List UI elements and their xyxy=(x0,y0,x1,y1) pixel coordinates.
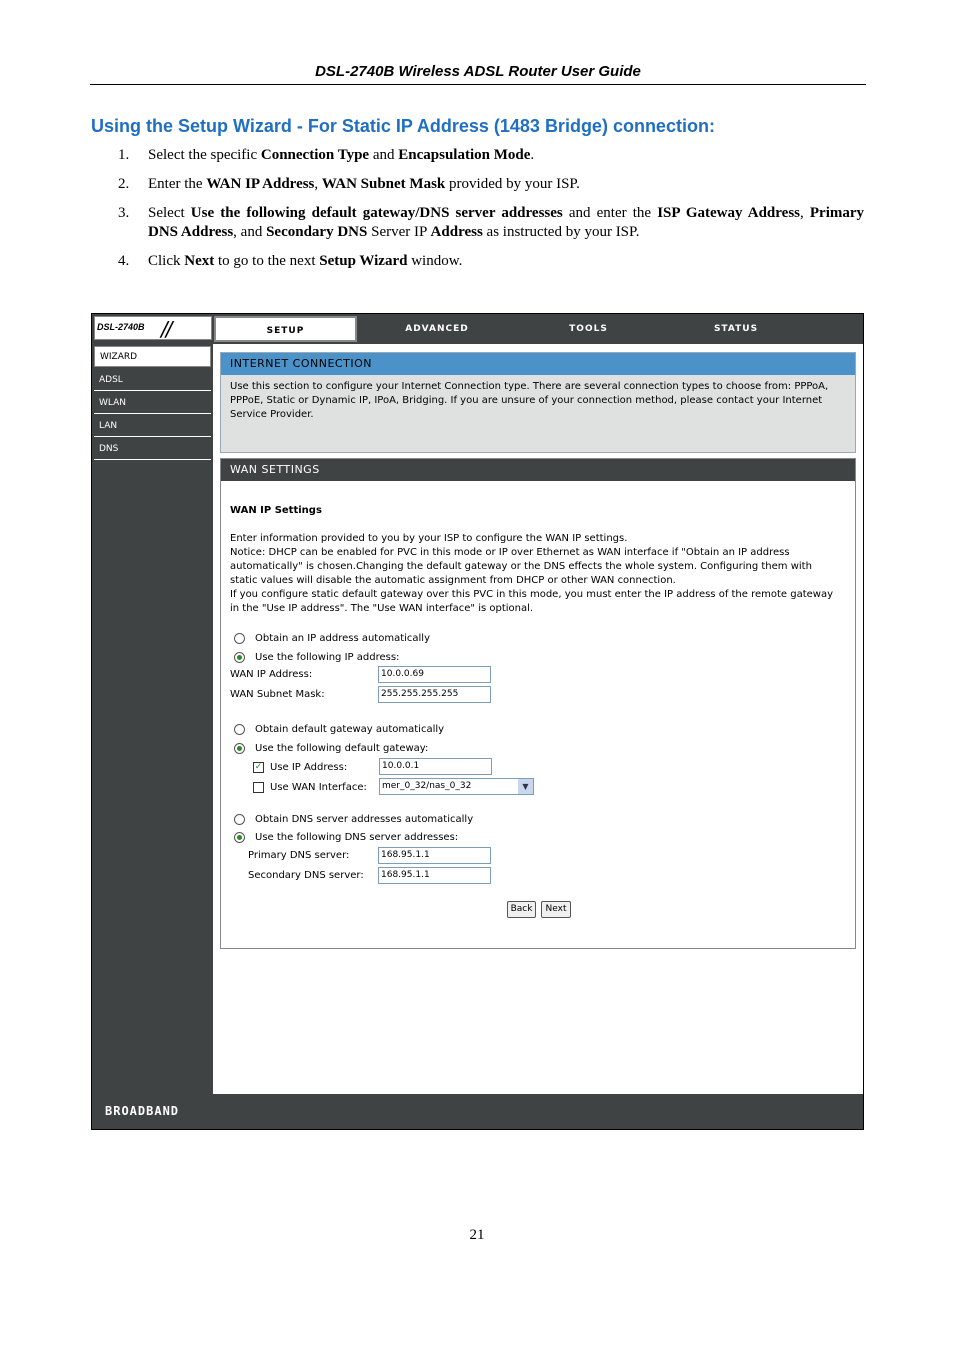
step-text xyxy=(148,204,864,242)
use-wan-interface-label: Use WAN Interface: xyxy=(270,782,367,793)
router-logo xyxy=(94,316,212,340)
step-fragment: , xyxy=(800,205,810,221)
page-number: 21 xyxy=(469,1227,485,1243)
step-emphasis: Use the following default gateway/DNS server addresses xyxy=(190,205,563,221)
tab-setup[interactable]: SETUP xyxy=(214,316,357,342)
step-number: 2. xyxy=(118,176,130,192)
use-wan-interface-option[interactable] xyxy=(253,782,367,793)
checkbox-use-ip-address[interactable]: ✓ xyxy=(254,762,263,772)
internet-connection-panel xyxy=(220,352,856,453)
top-nav-bar xyxy=(92,314,863,344)
obtain-gateway-auto-option[interactable] xyxy=(234,724,444,735)
wan-desc-line: Notice: DHCP can be enabled for PVC in this mode or IP over Ethernet as WAN interface if "Obtain an IP address automatically" is chosen.Changing the default gateway or the DNS effects the whole system. Configuring them with static values will disable the automatic assignment from DHCP or other WAN connection. xyxy=(230,547,812,586)
step-item xyxy=(118,204,864,242)
internet-connection-title: INTERNET CONNECTION xyxy=(221,353,855,375)
use-following-dns-option[interactable] xyxy=(234,832,458,843)
footer-bar xyxy=(92,1094,863,1129)
step-fragment: provided by your ISP. xyxy=(445,176,580,192)
step-item xyxy=(118,175,864,194)
instruction-steps xyxy=(118,146,864,281)
step-emphasis: Encapsulation Mode xyxy=(398,147,531,163)
logo-text: DSL-2740B xyxy=(97,322,145,332)
subnet-mask-input[interactable]: 255.255.255.255 xyxy=(378,686,491,703)
wan-settings-panel xyxy=(220,458,856,949)
obtain-ip-auto-label: Obtain an IP address automatically xyxy=(255,633,431,644)
obtain-gateway-auto-label: Obtain default gateway automatically xyxy=(255,724,445,735)
sidebar-item-adsl[interactable]: ADSL xyxy=(94,370,211,391)
tab-status[interactable]: STATUS xyxy=(713,324,759,334)
primary-dns-label: Primary DNS server: xyxy=(248,850,350,861)
step-fragment: Select the specific xyxy=(148,147,261,163)
step-number: 3. xyxy=(118,205,130,221)
header-rule xyxy=(90,84,866,85)
sidebar-item-wlan[interactable]: WLAN xyxy=(94,393,211,414)
step-fragment: Select xyxy=(148,205,191,221)
step-fragment: and enter the xyxy=(562,205,658,221)
use-ip-address-label: Use IP Address: xyxy=(270,762,348,773)
gateway-ip-input[interactable]: 10.0.0.1 xyxy=(379,758,492,775)
sidebar-item-wizard[interactable]: WIZARD xyxy=(94,346,211,367)
broadband-logo: BROADBAND xyxy=(105,1104,180,1118)
step-emphasis: Address xyxy=(430,224,483,240)
radio-use-following-dns[interactable] xyxy=(234,832,245,843)
document-header: DSL-2740B Wireless ADSL Router User Guide xyxy=(315,63,641,80)
wan-ip-settings-subtitle: WAN IP Settings xyxy=(230,505,322,516)
obtain-ip-auto-option[interactable] xyxy=(234,633,430,644)
step-item xyxy=(118,252,864,271)
step-fragment: , xyxy=(314,176,322,192)
wan-interface-value: mer_0_32/nas_0_32 xyxy=(382,781,472,791)
step-emphasis: Primary DNS Address xyxy=(148,205,865,240)
internet-connection-text: Use this section to configure your Internet Connection type. There are several connection types to choose from: PPPoA, PPPoE, Static or Dynamic IP, IPoA, Bridging. If you are unsure of your connection method, please contact your Internet Service Provider. xyxy=(230,381,829,420)
use-following-gateway-option[interactable] xyxy=(234,743,428,754)
section-title: Using the Setup Wizard - For Static IP Address (1483 Bridge) connection: xyxy=(91,116,715,136)
wan-interface-select[interactable] xyxy=(379,778,534,795)
step-emphasis: Secondary DNS xyxy=(266,224,368,240)
wan-desc-line: Enter information provided to you by your ISP to configure the WAN IP settings. xyxy=(230,533,628,544)
step-fragment: and xyxy=(369,147,399,163)
use-ip-address-option[interactable] xyxy=(253,762,347,773)
wan-ip-input[interactable]: 10.0.0.69 xyxy=(378,666,491,683)
secondary-dns-label: Secondary DNS server: xyxy=(248,870,364,881)
router-screenshot xyxy=(91,313,864,1130)
sidebar xyxy=(92,344,213,1094)
step-emphasis: ISP Gateway Address xyxy=(657,205,800,221)
use-following-ip-label: Use the following IP address: xyxy=(255,652,400,663)
step-number: 1. xyxy=(118,147,130,163)
step-fragment: Enter the xyxy=(148,176,207,192)
next-button[interactable]: Next xyxy=(541,901,571,918)
step-number: 4. xyxy=(118,253,130,269)
step-emphasis: WAN Subnet Mask xyxy=(321,176,446,192)
wan-ip-label: WAN IP Address: xyxy=(230,669,313,680)
obtain-dns-auto-option[interactable] xyxy=(234,814,473,825)
step-text xyxy=(148,175,864,194)
use-following-gateway-label: Use the following default gateway: xyxy=(255,743,429,754)
step-fragment: , and xyxy=(233,224,267,240)
radio-obtain-dns-auto[interactable] xyxy=(234,814,245,825)
obtain-dns-auto-label: Obtain DNS server addresses automatically xyxy=(255,814,474,825)
sidebar-item-lan[interactable]: LAN xyxy=(94,416,211,437)
step-emphasis: Setup Wizard xyxy=(319,253,408,269)
use-following-ip-option[interactable] xyxy=(234,652,399,663)
radio-use-following-gateway[interactable] xyxy=(234,743,245,754)
checkbox-use-wan-interface[interactable] xyxy=(253,782,264,793)
step-fragment: to go to the next xyxy=(214,253,320,269)
step-item xyxy=(118,146,864,165)
radio-use-following-ip[interactable] xyxy=(234,652,245,663)
back-button[interactable]: Back xyxy=(507,901,536,918)
sidebar-item-dns[interactable]: DNS xyxy=(94,439,211,460)
step-text xyxy=(148,252,864,271)
radio-obtain-gateway-auto[interactable] xyxy=(234,724,245,735)
step-fragment: . xyxy=(530,147,535,163)
tab-advanced[interactable]: ADVANCED xyxy=(405,324,469,334)
step-fragment: Server IP xyxy=(367,224,431,240)
step-emphasis: WAN IP Address xyxy=(206,176,315,192)
wan-settings-title: WAN SETTINGS xyxy=(221,459,855,481)
logo-slash-icon: // xyxy=(161,317,171,341)
step-emphasis: Next xyxy=(184,253,215,269)
wan-description xyxy=(230,532,840,616)
use-following-dns-label: Use the following DNS server addresses: xyxy=(255,832,459,843)
step-fragment: as instructed by your ISP. xyxy=(482,224,640,240)
step-text xyxy=(148,146,864,165)
wan-desc-line: If you configure static default gateway over this PVC in this mode, you must enter the IP address of the remote gateway in the "Use IP address". The "Use WAN interface" is optional. xyxy=(230,589,834,614)
secondary-dns-input[interactable]: 168.95.1.1 xyxy=(378,867,491,884)
step-fragment: window. xyxy=(407,253,463,269)
chevron-down-icon[interactable]: ▼ xyxy=(518,779,533,794)
tab-tools[interactable]: TOOLS xyxy=(569,324,608,334)
primary-dns-input[interactable]: 168.95.1.1 xyxy=(378,847,491,864)
subnet-mask-label: WAN Subnet Mask: xyxy=(230,689,325,700)
step-emphasis: Connection Type xyxy=(260,147,370,163)
step-fragment: Click xyxy=(148,253,185,269)
radio-obtain-ip-auto[interactable] xyxy=(234,633,245,644)
